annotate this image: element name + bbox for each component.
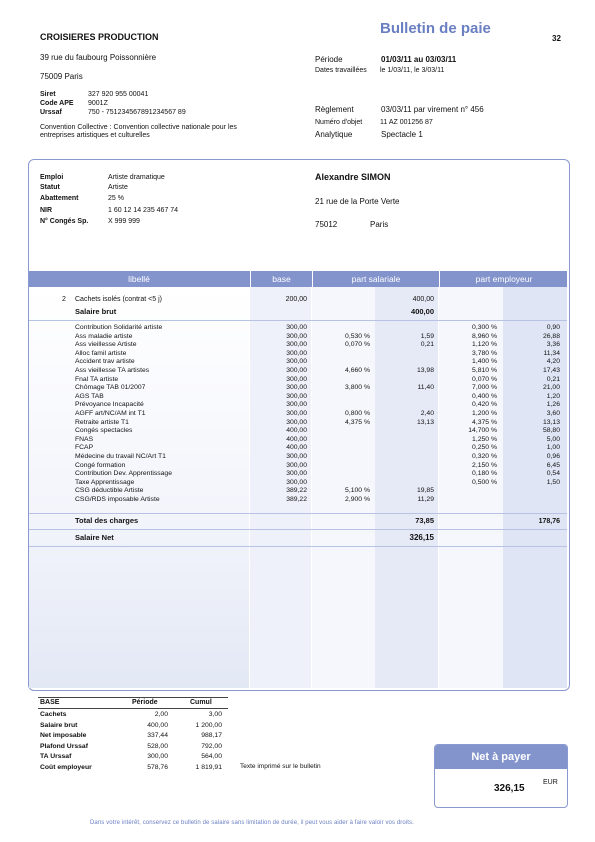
cotisation-base: 389,22 <box>286 496 307 503</box>
cotisation-base: 300,00 <box>286 461 307 469</box>
cotisation-montant-employeur: 1,00 <box>546 444 560 452</box>
cotisation-montant-salarial: 11,40 <box>417 384 434 392</box>
cotisation-montant-salarial: 19,85 <box>416 487 434 495</box>
cumul-row-periode: 578,76 <box>147 763 168 771</box>
cumul-row-cumul: 1 200,00 <box>195 721 222 729</box>
cotisation-taux-employeur: 4,375 % <box>472 418 497 426</box>
employee-name: Alexandre SIMON <box>315 172 391 182</box>
cotisation-label: Congés spectacles <box>75 427 133 435</box>
objet-value: 11 AZ 001256 87 <box>380 119 433 126</box>
cotisation-base: 300,00 <box>286 341 307 349</box>
cotisation-base: 300,00 <box>286 367 307 374</box>
employer-address-line1: 39 rue du faubourg Poissonnière <box>40 53 157 62</box>
cotisation-base: 300,00 <box>286 410 307 417</box>
cotisation-montant-employeur: 21,00 <box>542 384 560 392</box>
cumul-row-periode: 400,00 <box>147 721 168 729</box>
total-charges-label: Total des charges <box>75 516 139 525</box>
cotisation-taux-salarial: 0,070 % <box>345 341 370 349</box>
cumul-row-periode: 300,00 <box>147 753 168 760</box>
cumul-row-cumul: 1 819,91 <box>195 763 222 771</box>
cumul-header-line <box>38 708 228 709</box>
separator-line <box>29 320 567 321</box>
cumul-header-base: BASE <box>40 699 60 706</box>
cotisation-label: Contribution Dev. Apprentissage <box>75 470 172 478</box>
cotisation-base: 300,00 <box>286 349 307 357</box>
cotisation-taux-employeur: 0,500 % <box>472 478 497 486</box>
cotisation-taux-employeur: 5,810 % <box>472 367 497 374</box>
cotisation-base: 400,00 <box>286 427 307 435</box>
periode-value: 01/03/11 au 03/03/11 <box>381 55 457 64</box>
cumul-row-label: Coût employeur <box>40 763 92 771</box>
cotisation-label: Contribution Solidarité artiste <box>75 324 163 331</box>
nir-value: 1 60 12 14 235 467 74 <box>108 207 179 214</box>
cotisation-montant-salarial: 2,40 <box>420 410 434 417</box>
cotisation-montant-employeur: 0,96 <box>546 453 560 460</box>
reglement-label: Règlement <box>315 105 354 114</box>
cotisation-base: 300,00 <box>286 324 307 331</box>
urssaf-value: 750 - 751234567891234567 89 <box>88 109 186 116</box>
salaire-net-label: Salaire Net <box>75 533 114 542</box>
cotisation-taux-employeur: 1,250 % <box>472 435 497 443</box>
cotisation-base: 400,00 <box>286 435 307 443</box>
cotisation-base: 300,00 <box>286 332 307 340</box>
cotisation-montant-salarial: 11,29 <box>417 496 434 503</box>
convention-line2: entreprises artistiques et culturelles <box>40 132 150 139</box>
cumul-row <box>0 731 222 741</box>
employee-city: Paris <box>370 220 389 229</box>
cotisation-base: 389,22 <box>286 487 307 495</box>
cumul-row-label: Salaire brut <box>40 721 78 729</box>
cumul-row-periode: 2,00 <box>154 711 168 718</box>
cotisation-taux-employeur: 1,400 % <box>472 358 497 366</box>
cumul-header-periode: Période <box>132 699 158 706</box>
cotisation-label: Congé formation <box>75 461 126 469</box>
cotisation-montant-employeur: 4,20 <box>546 358 560 366</box>
net-a-payer-amount: 326,15 <box>494 783 525 794</box>
salary-amount: 400,00 <box>412 296 434 303</box>
cotisation-label: Alloc famil artiste <box>75 349 127 357</box>
net-a-payer-box <box>434 744 568 808</box>
cotisation-label: FNAS <box>75 435 94 443</box>
cumul-row <box>0 752 222 762</box>
salaire-net-value: 326,15 <box>409 533 434 542</box>
cotisation-taux-employeur: 1,200 % <box>472 410 497 417</box>
cotisation-montant-salarial: 13,13 <box>416 418 434 426</box>
cotisation-taux-employeur: 0,400 % <box>472 392 497 400</box>
cotisation-label: Ass maladie artiste <box>75 332 133 340</box>
col-header-part-employeur: part employeur <box>439 271 568 287</box>
employee-postcode: 75012 <box>315 220 338 229</box>
cotisation-montant-employeur: 3,36 <box>546 341 560 349</box>
cotisation-label: Ass vieillesse TA artistes <box>75 367 150 374</box>
cotisation-montant-employeur: 5,00 <box>546 435 560 443</box>
cotisation-taux-employeur: 0,300 % <box>472 324 497 331</box>
cumul-row-label: Plafond Urssaf <box>40 742 88 750</box>
dates-value: le 1/03/11, le 3/03/11 <box>380 67 445 74</box>
separator-line <box>29 546 567 547</box>
cotisation-taux-employeur: 0,320 % <box>472 453 497 460</box>
cotisation-montant-employeur: 58,80 <box>542 427 560 435</box>
cumul-row-periode: 528,00 <box>147 742 168 750</box>
cotisation-taux-salarial: 2,900 % <box>345 496 370 503</box>
urssaf-label: Urssaf <box>40 109 62 116</box>
cotisation-label: CSG/RDS imposable Artiste <box>75 496 160 503</box>
cotisation-montant-employeur: 1,26 <box>546 401 560 409</box>
conges-value: X 999 999 <box>108 218 140 225</box>
emploi-label: Emploi <box>40 174 64 181</box>
cotisation-taux-employeur: 3,780 % <box>472 349 497 357</box>
col-header-libelle: libellé <box>128 274 150 284</box>
cotisation-montant-salarial: 13,98 <box>416 367 434 374</box>
dates-label: Dates travaillées <box>315 67 367 74</box>
cumul-row-cumul: 3,00 <box>208 711 222 718</box>
cumul-rows <box>0 710 260 780</box>
cumul-row-cumul: 988,17 <box>201 732 222 739</box>
cotisation-label: Fnal TA artiste <box>75 375 119 383</box>
net-a-payer-label: Net à payer <box>435 745 567 769</box>
cotisation-base: 300,00 <box>286 384 307 392</box>
cotisation-base: 300,00 <box>286 358 307 366</box>
objet-label: Numéro d'objet <box>315 119 363 126</box>
cotisation-montant-employeur: 1,50 <box>546 478 560 486</box>
cotisation-taux-salarial: 4,375 % <box>345 418 370 426</box>
cotisation-taux-salarial: 0,800 % <box>345 410 370 417</box>
cotisation-label: FCAP <box>75 444 94 452</box>
net-a-payer-currency: EUR <box>543 779 558 786</box>
salary-base: 200,00 <box>285 296 307 303</box>
cumul-header-cumul: Cumul <box>190 699 212 706</box>
cotisation-taux-employeur: 1,120 % <box>472 341 497 349</box>
footer-notice: Dans votre intérêt, conservez ce bulletin de salaire sans limitation de durée, il peut vous aider à faire valoir vos droits. <box>90 820 414 826</box>
employer-name: CROISIERES PRODUCTION <box>40 32 159 42</box>
cotisation-base: 300,00 <box>286 418 307 426</box>
separator-line <box>29 513 567 514</box>
salary-label: Cachets isolés (contrat <5 j) <box>75 296 162 303</box>
statut-label: Statut <box>40 184 60 191</box>
col-header-base: base <box>250 271 312 287</box>
salaire-brut-label: Salaire brut <box>75 307 117 316</box>
cotisation-label: Médecine du travail NC/Art T1 <box>75 453 166 460</box>
cumul-row-label: Cachets <box>40 711 67 718</box>
cumul-row-label: Net imposable <box>40 732 87 739</box>
cumul-row-cumul: 792,00 <box>201 742 222 750</box>
cotisation-montant-salarial: 1,59 <box>420 332 434 340</box>
cumul-row <box>0 710 222 720</box>
cotisation-base: 300,00 <box>286 401 307 409</box>
cotisation-base: 400,00 <box>286 444 307 452</box>
cotisation-base: 300,00 <box>286 478 307 486</box>
cumul-row <box>0 742 222 752</box>
cotisation-label: Taxe Apprentissage <box>75 478 135 486</box>
cotisation-label: Ass vieillesse Artiste <box>75 341 137 349</box>
cotisation-montant-employeur: 0,54 <box>546 470 560 478</box>
cotisation-label: Prévoyance Incapacité <box>75 401 144 409</box>
cotisation-taux-employeur: 14,700 % <box>468 427 497 435</box>
emploi-value: Artiste dramatique <box>108 174 165 181</box>
cotisation-montant-employeur: 26,88 <box>542 332 560 340</box>
nir-label: NIR <box>40 207 53 214</box>
cotisation-base: 300,00 <box>286 375 307 383</box>
cotisation-montant-employeur: 3,60 <box>546 410 560 417</box>
cotisation-montant-salarial: 0,21 <box>420 341 434 349</box>
cotisation-label: Retraite artiste T1 <box>75 418 129 426</box>
analytique-label: Analytique <box>315 130 353 139</box>
cotisation-label: AGFF art/NC/AM int T1 <box>75 410 146 417</box>
conges-label: N° Congés Sp. <box>40 218 89 225</box>
convention-line1: Convention Collective : Convention collective nationale pour les <box>40 124 237 131</box>
statut-value: Artiste <box>108 184 128 191</box>
cotisation-taux-employeur: 0,250 % <box>472 444 497 452</box>
page-number: 32 <box>552 34 561 43</box>
cumul-row-cumul: 564,00 <box>201 753 222 760</box>
table-row <box>0 495 560 504</box>
reglement-value: 03/03/11 par virement n° 456 <box>381 105 484 114</box>
cotisation-taux-salarial: 0,530 % <box>345 332 370 340</box>
cotisation-taux-employeur: 2,150 % <box>472 461 497 469</box>
employer-address-line2: 75009 Paris <box>40 72 83 81</box>
salary-qty: 2 <box>62 296 66 303</box>
cotisation-montant-employeur: 11,34 <box>543 349 560 357</box>
cotisation-taux-employeur: 0,180 % <box>472 470 497 478</box>
cotisation-taux-employeur: 7,000 % <box>472 384 497 392</box>
cotisation-montant-employeur: 6,45 <box>546 461 560 469</box>
separator-line <box>29 529 567 530</box>
document-title: Bulletin de paie <box>380 20 491 37</box>
ape-value: 9001Z <box>88 100 108 107</box>
siret-value: 327 920 955 00041 <box>88 91 149 98</box>
cotisation-montant-employeur: 0,21 <box>546 375 560 383</box>
cumul-row <box>0 721 222 731</box>
cotisation-base: 300,00 <box>286 453 307 460</box>
employee-address: 21 rue de la Porte Verte <box>315 197 400 206</box>
cotisation-taux-employeur: 0,070 % <box>472 375 497 383</box>
cotisation-label: CSG déductible Artiste <box>75 487 144 495</box>
cotisation-montant-employeur: 1,20 <box>546 392 560 400</box>
bulletin-text: Texte imprimé sur le bulletin <box>240 763 321 770</box>
cotisation-taux-employeur: 0,420 % <box>472 401 497 409</box>
cumul-top-line <box>38 697 228 698</box>
cotisation-montant-employeur: 17,43 <box>542 367 560 374</box>
abattement-label: Abattement <box>40 195 79 202</box>
cotisation-montant-employeur: 13,13 <box>542 418 560 426</box>
total-charges-employeur: 178,76 <box>538 518 560 525</box>
salaire-brut-value: 400,00 <box>411 307 434 316</box>
total-charges-salariale: 73,85 <box>415 516 434 525</box>
cotisation-taux-salarial: 4,660 % <box>345 367 370 374</box>
abattement-value: 25 % <box>108 195 124 202</box>
cotisation-taux-employeur: 8,960 % <box>472 332 497 340</box>
periode-label: Période <box>315 55 343 64</box>
ape-label: Code APE <box>40 100 74 107</box>
cotisations-list <box>0 323 595 513</box>
cotisation-montant-employeur: 0,90 <box>546 324 560 331</box>
cumul-row-label: TA Urssaf <box>40 753 72 760</box>
cotisation-base: 300,00 <box>286 470 307 478</box>
cotisation-taux-salarial: 3,800 % <box>345 384 370 392</box>
cotisation-taux-salarial: 5,100 % <box>345 487 370 495</box>
siret-label: Siret <box>40 91 56 98</box>
cotisation-base: 300,00 <box>286 392 307 400</box>
cumul-row <box>0 763 222 773</box>
cotisation-label: Chômage TAB 01/2007 <box>75 384 146 392</box>
col-header-part-salariale: part salariale <box>312 271 439 287</box>
analytique-value: Spectacle 1 <box>381 130 423 139</box>
cumul-row-periode: 337,44 <box>147 732 168 739</box>
cotisation-label: Accident trav artiste <box>75 358 135 366</box>
cotisation-label: AGS TAB <box>75 392 104 400</box>
